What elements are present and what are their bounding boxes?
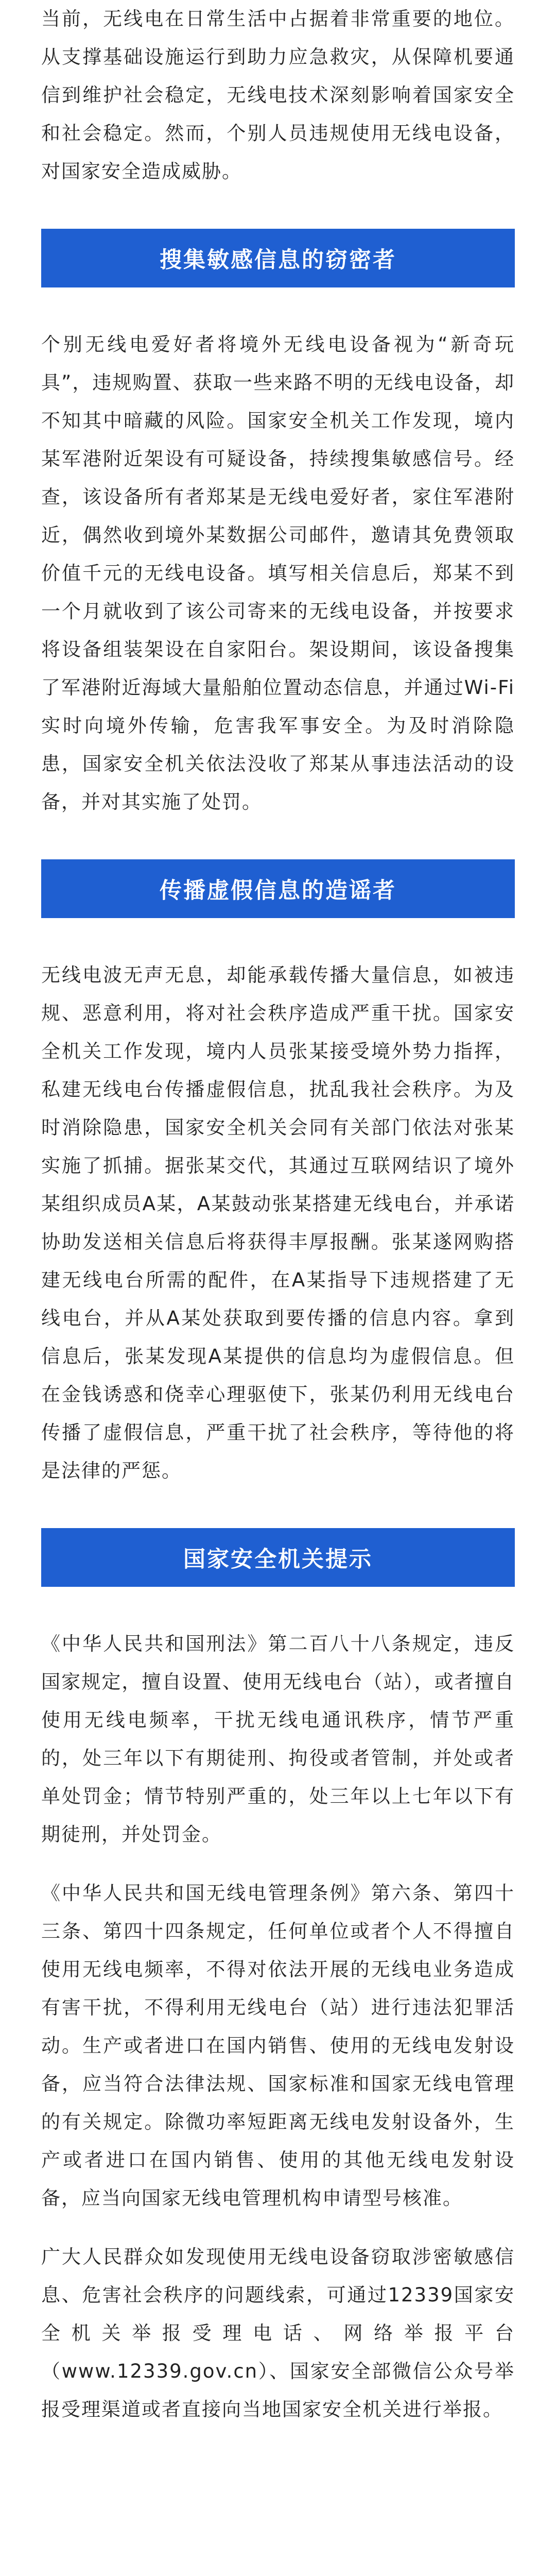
intro-paragraph: 当前，无线电在日常生活中占据着非常重要的地位。从支撑基础设施运行到助力应急救灾，从保障机要通信到维护社会稳定，无线电技术深刻影响着国家安全和社会稳定。然而，个别人员违规使用无线电设备，对国家安全造成威胁。 <box>41 8 515 182</box>
section-heading-bar <box>41 1528 515 1587</box>
radio-regulation-paragraph: 《中华人民共和国无线电管理条例》第六条、第四十三条、第四十四条规定，任何单位或者个人不得擅自使用无线电频率，不得对依法开展的无线电业务造成有害干扰，不得利用无线电台（站）进行违法犯罪活动。生产或者进口在国内销售、使用的无线电发射设备，应当符合法律法规、国家标准和国家无线电管理的有关规定。除微功率短距离无线电发射设备外，生产或者进口在国内销售、使用的其他无线电发射设备，应当向国家无线电管理机构申请型号核准。 <box>41 1882 515 2209</box>
criminal-law-paragraph: 《中华人民共和国刑法》第二百八十八条规定，违反国家规定，擅自设置、使用无线电台（站），或者擅自使用无线电频率，干扰无线电通讯秩序，情节严重的，处三年以下有期徒刑、拘役或者管制，并处或者单处罚金；情节特别严重的，处三年以上七年以下有期徒刑，并处罚金。 <box>41 1633 515 1845</box>
section-heading-bar <box>41 859 515 918</box>
section-heading: 国家安全机关提示 <box>183 1546 373 1572</box>
section-paragraph: 个别无线电爱好者将境外无线电设备视为“新奇玩具”，违规购置、获取一些来路不明的无线电设备，却不知其中暗藏的风险。国家安全机关工作发现，境内某军港附近架设有可疑设备，持续搜集敏感信号。经查，该设备所有者郑某是无线电爱好者，家住军港附近，偶然收到境外某数据公司邮件，邀请其免费领取价值千元的无线电设备。填写相关信息后，郑某不到一个月就收到了该公司寄来的无线电设备，并按要求将设备组装架设在自家阳台。架设期间，该设备搜集了军港附近海域大量船舶位置动态信息，并通过Wi-Fi实时向境外传输，危害我军事安全。为及时消除隐患，国家安全机关依法没收了郑某从事违法活动的设备，并对其实施了处罚。 <box>41 333 515 813</box>
section-tips <box>41 1528 515 2429</box>
section-heading-bar <box>41 229 515 287</box>
section-spy <box>41 229 515 821</box>
report-channels-paragraph: 广大人民群众如发现使用无线电设备窃取涉密敏感信息、危害社会秩序的问题线索，可通过12339国家安全机关举报受理电话、网络举报平台（www.12339.gov.cn）、国家安全部微信公众号举报受理渠道或者直接向当地国家安全机关进行举报。 <box>41 2246 515 2420</box>
section-rumor <box>41 859 515 1490</box>
section-heading: 传播虚假信息的造谣者 <box>160 877 396 904</box>
section-heading: 搜集敏感信息的窃密者 <box>160 247 396 273</box>
section-paragraph: 无线电波无声无息，却能承载传播大量信息，如被违规、恶意利用，将对社会秩序造成严重干扰。国家安全机关工作发现，境内人员张某接受境外势力指挥，私建无线电台传播虚假信息，扰乱我社会秩序。为及时消除隐患，国家安全机关会同有关部门依法对张某实施了抓捕。据张某交代，其通过互联网结识了境外某组织成员A某，A某鼓动张某搭建无线电台，并承诺协助发送相关信息后将获得丰厚报酬。张某遂网购搭建无线电台所需的配件，在A某指导下违规搭建了无线电台，并从A某处获取到要传播的信息内容。拿到信息后，张某发现A某提供的信息均为虚假信息。但在金钱诱惑和侥幸心理驱使下，张某仍利用无线电台传播了虚假信息，严重干扰了社会秩序，等待他的将是法律的严惩。 <box>41 964 515 1482</box>
